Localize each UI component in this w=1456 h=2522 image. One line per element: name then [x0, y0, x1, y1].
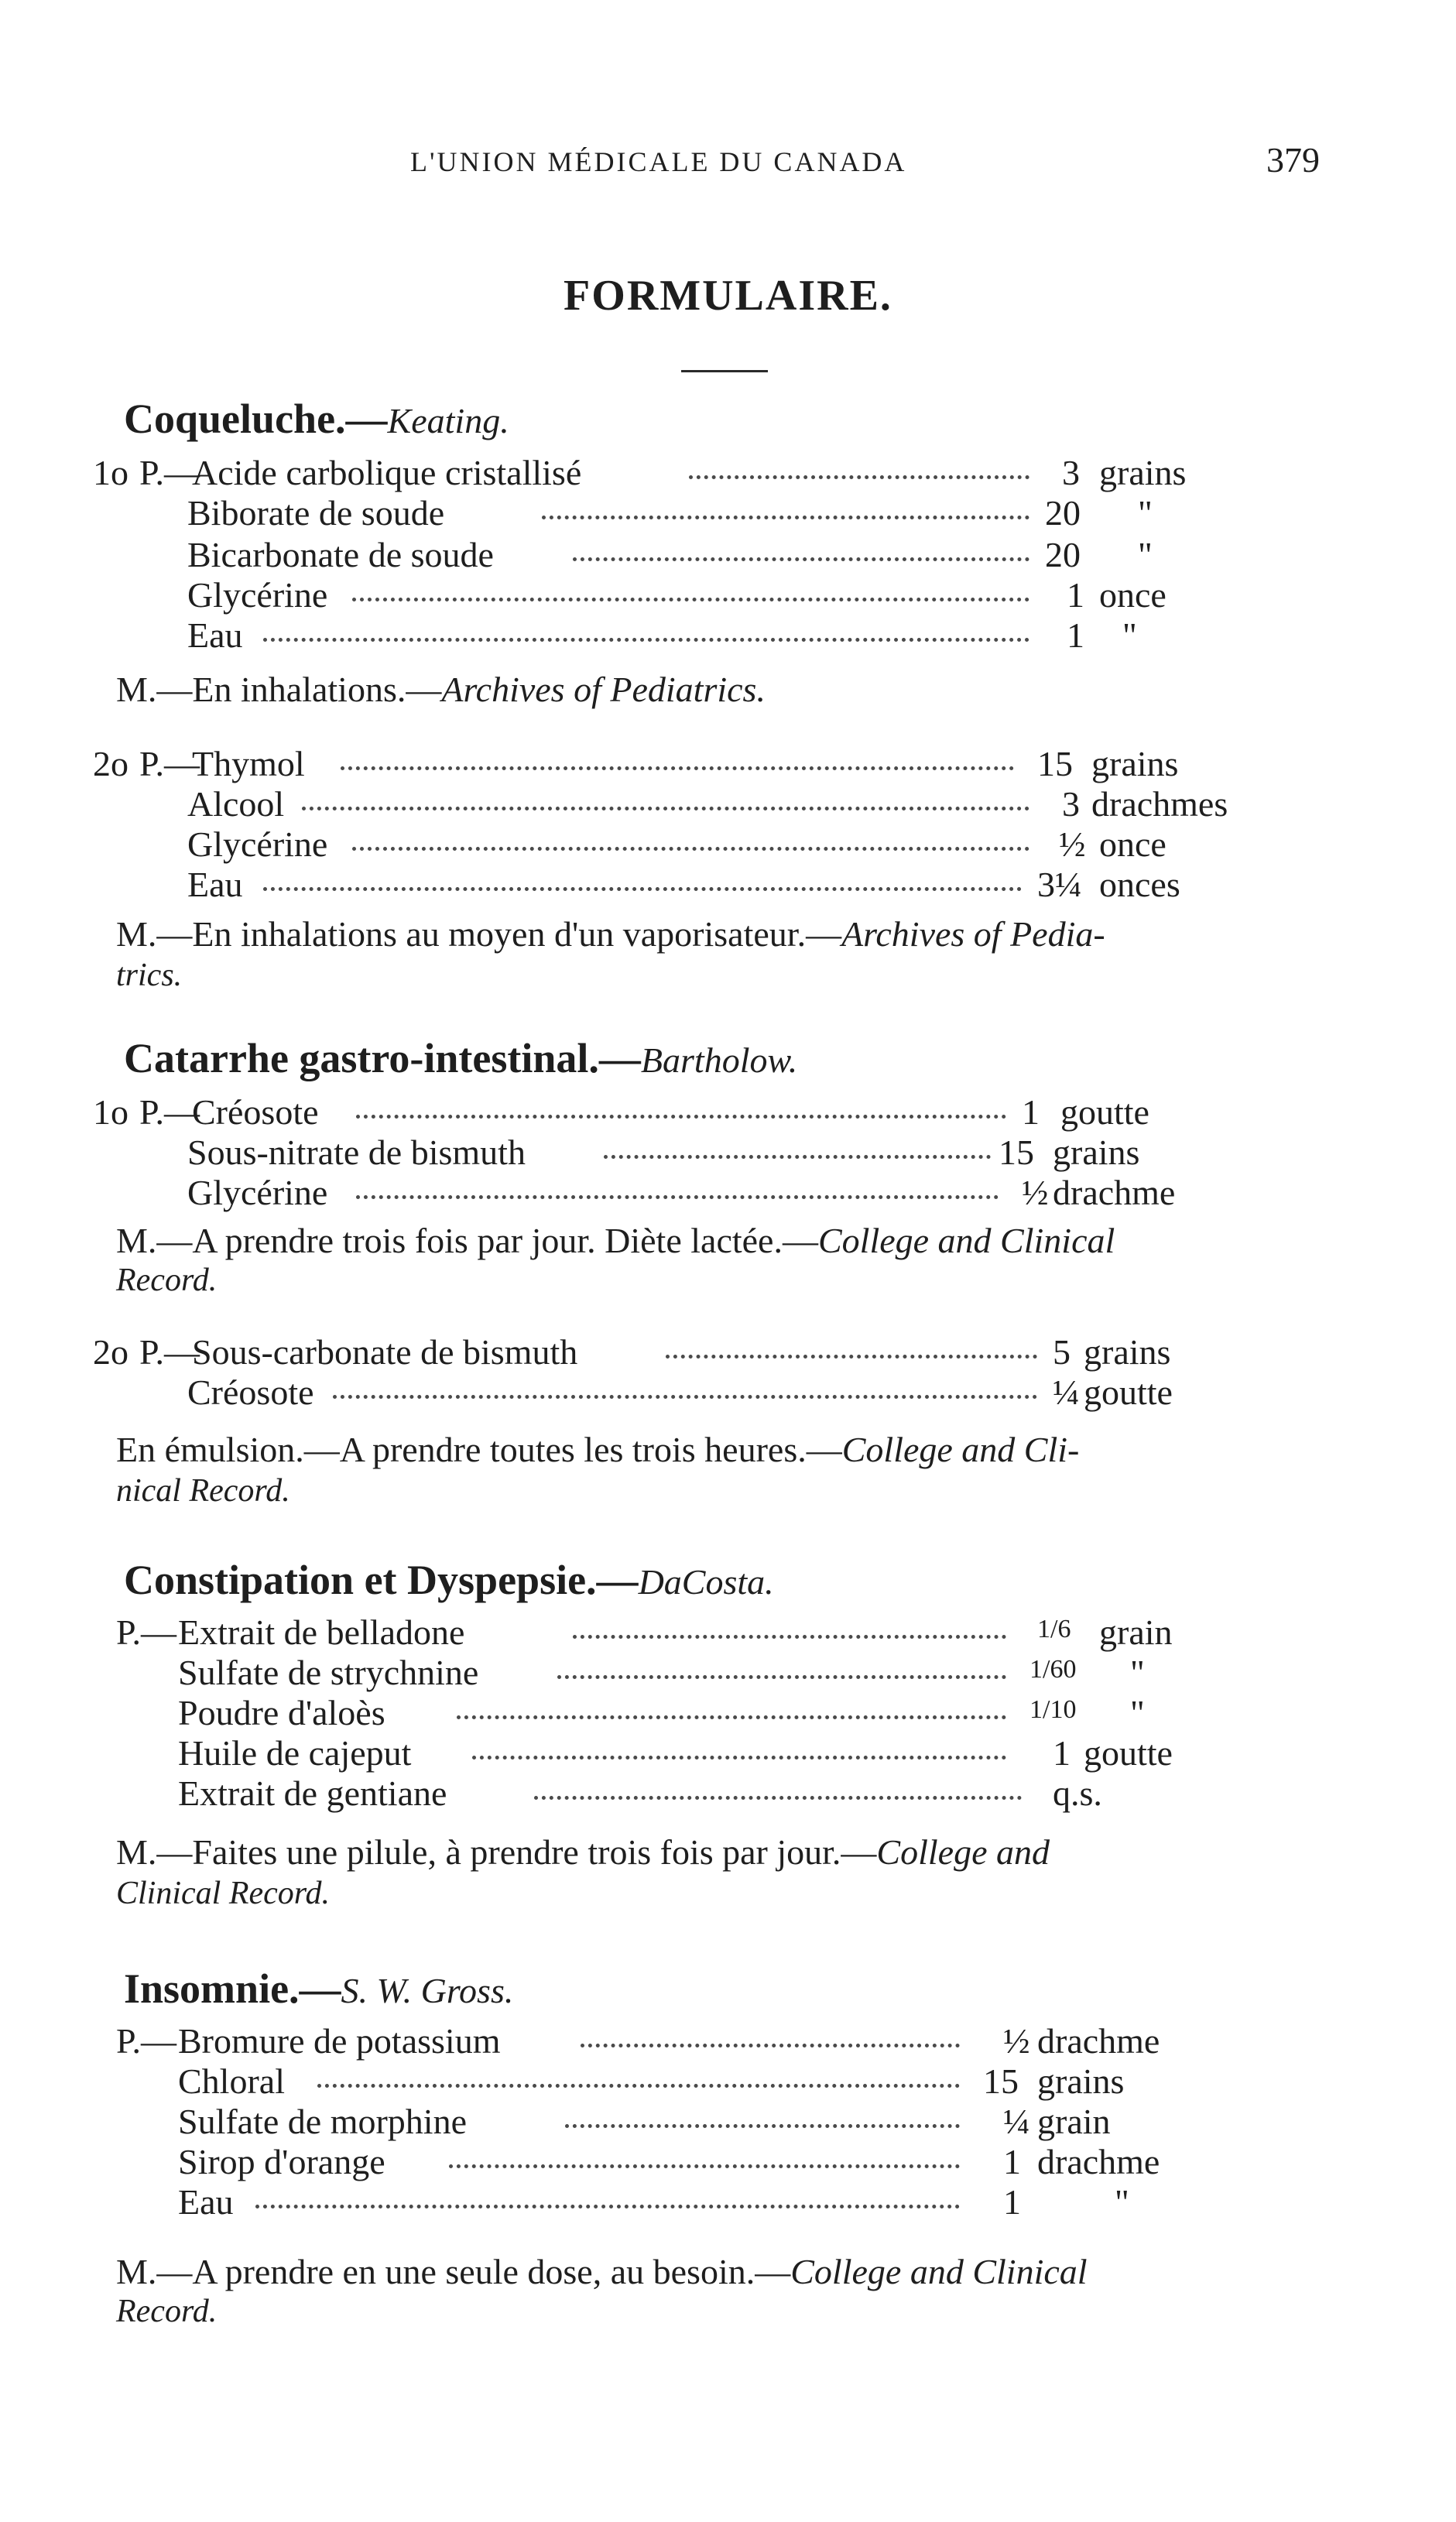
prescription-mark: P.— [139, 453, 200, 492]
ingredient-name: Sulfate de morphine [178, 2102, 468, 2141]
ingredient-qty: 1 [1022, 1092, 1040, 1132]
recipe-note [116, 669, 1331, 710]
note-source: College and Cli- [841, 1430, 1080, 1469]
recipe-line [0, 1372, 1456, 1418]
ingredient-name: Extrait de belladone [178, 1612, 465, 1652]
ingredient-unit: drachme [1037, 2021, 1160, 2061]
ingredient-name: Sulfate de strychnine [178, 1653, 479, 1692]
recipe-line [0, 743, 1456, 790]
note-text: M.—En inhalations.— [116, 670, 442, 709]
recipe-note-continuation: Record. [116, 1263, 218, 1298]
recipe-line [0, 783, 1456, 830]
ingredient-name: Extrait de gentiane [178, 1773, 447, 1813]
leader-dots [302, 807, 1029, 810]
leader-dots [573, 1635, 1006, 1639]
ingredient-name: Créosote [187, 1372, 314, 1412]
ingredient-name: Acide carbolique cristallisé [192, 453, 582, 492]
ingredient-name: Alcool [187, 784, 285, 824]
leader-dots [604, 1155, 991, 1159]
note-source: Archives of Pediatrics. [441, 670, 766, 709]
recipe-line [0, 1331, 1456, 1378]
recipe-line [0, 1773, 1456, 1819]
recipe-note-continuation: Clinical Record. [116, 1876, 331, 1911]
leader-dots [449, 2164, 960, 2168]
recipe-line [0, 2061, 1456, 2107]
note-text: M.—A prendre en une seule dose, au besoin.— [116, 2252, 791, 2291]
note-source: College and Clinical [817, 1221, 1115, 1260]
leader-dots [352, 598, 1029, 601]
leader-dots [333, 1395, 1037, 1399]
heading-text: Coqueluche.— [124, 396, 388, 442]
ingredient-qty: 1/6 [1037, 1615, 1071, 1643]
ingredient-name: Sous-nitrate de bismuth [187, 1133, 526, 1172]
recipe-note-continuation: Record. [116, 2294, 218, 2329]
recipe-line [0, 1091, 1456, 1138]
leader-dots [573, 557, 1029, 561]
ingredient-qty: ¼ [1003, 2102, 1030, 2141]
leader-dots [356, 1195, 999, 1199]
recipe-line [0, 2020, 1456, 2067]
ingredient-name: Chloral [178, 2061, 285, 2101]
leader-dots [542, 516, 1029, 519]
recipe-line [0, 1132, 1456, 1178]
ingredient-name: Sous-carbonate de bismuth [192, 1332, 578, 1372]
ingredient-unit: grains [1091, 744, 1179, 783]
ingredient-unit: drachme [1037, 2142, 1160, 2181]
ingredient-qty: ¼ [1053, 1372, 1080, 1412]
leader-dots [689, 475, 1029, 479]
ingredient-unit: grains [1099, 453, 1187, 492]
formula-number: 1o [93, 1092, 128, 1132]
formula-number: 2o [93, 744, 128, 783]
leader-dots [352, 847, 1029, 851]
ingredient-qty: 1 [1053, 1733, 1071, 1773]
ingredient-unit: once [1099, 575, 1167, 615]
note-text: M.—Faites une pilule, à prendre trois fois par jour.— [116, 1832, 877, 1872]
formula-number: 2o [93, 1332, 128, 1372]
ingredient-name: Eau [187, 865, 243, 904]
ingredient-name: Huile de cajeput [178, 1733, 412, 1773]
leader-dots [341, 766, 1014, 770]
heading-author: DaCosta. [638, 1562, 774, 1602]
journal-title: L'UNION MÉDICALE DU CANADA [410, 146, 907, 177]
recipe-line [0, 1612, 1456, 1658]
prescription-mark: P.— [116, 1612, 176, 1652]
ingredient-qty: ½ [1003, 2021, 1030, 2061]
recipe-line [0, 492, 1456, 539]
leader-dots [534, 1796, 1022, 1800]
ingredient-qty: 1 [1067, 615, 1084, 655]
prescription-mark: P.— [116, 2021, 176, 2061]
ingredient-unit: " [1130, 1653, 1145, 1692]
ingredient-qty: 15 [983, 2061, 1019, 2101]
recipe-line [0, 452, 1456, 499]
ingredient-qty: 3¼ [1037, 865, 1082, 904]
ingredient-qty: 20 [1045, 535, 1081, 574]
leader-dots [472, 1756, 1006, 1760]
ingredient-unit: once [1099, 824, 1167, 864]
recipe-note [116, 1832, 1331, 1873]
ingredient-qty: 1/10 [1029, 1695, 1077, 1724]
ingredient-qty: 15 [999, 1133, 1034, 1172]
leader-dots [263, 887, 1022, 891]
ingredient-unit: onces [1099, 865, 1180, 904]
leader-dots [263, 638, 1029, 642]
recipe-note [116, 913, 1331, 954]
ingredient-qty: 1/60 [1029, 1655, 1077, 1684]
ingredient-unit: grains [1037, 2061, 1125, 2101]
recipe-line [0, 615, 1456, 661]
ingredient-name: Thymol [192, 744, 305, 783]
ingredient-unit: " [1138, 493, 1153, 533]
heading-text: Constipation et Dyspepsie.— [124, 1557, 639, 1603]
ingredient-unit: grains [1084, 1332, 1171, 1372]
ingredient-unit: grains [1053, 1133, 1140, 1172]
note-source: College and [876, 1832, 1050, 1872]
recipe-line [0, 2101, 1456, 2147]
recipe-line [0, 1172, 1456, 1218]
note-text: M.—En inhalations au moyen d'un vaporisateur.— [116, 914, 842, 954]
ingredient-unit: grain [1037, 2102, 1111, 2141]
recipe-line [0, 534, 1456, 581]
ingredient-name: Sirop d'orange [178, 2142, 385, 2181]
note-source: Archives of Pedia- [841, 914, 1105, 954]
ingredient-name: Glycérine [187, 575, 328, 615]
ingredient-name: Biborate de soude [187, 493, 445, 533]
ingredient-name: Eau [178, 2182, 234, 2222]
prescription-mark: P.— [139, 1092, 200, 1132]
ingredient-qty: ½ [1059, 824, 1086, 864]
ingredient-unit: " [1122, 615, 1137, 655]
heading-author: S. W. Gross. [341, 1971, 514, 2010]
ingredient-qty: ½ [1022, 1173, 1049, 1212]
ingredient-unit: goutte [1084, 1733, 1173, 1773]
ingredient-unit: goutte [1084, 1372, 1173, 1412]
recipe-line [0, 1652, 1456, 1698]
ingredient-qty: 1 [1067, 575, 1084, 615]
ingredient-unit: drachme [1053, 1173, 1176, 1212]
leader-dots [565, 2124, 960, 2128]
prescription-mark: P.— [139, 744, 200, 783]
ingredient-unit: " [1130, 1693, 1145, 1732]
ingredient-name: Poudre d'aloès [178, 1693, 385, 1732]
page-title: FORMULAIRE. [564, 272, 892, 320]
recipe-note-continuation: trics. [116, 958, 183, 993]
ingredient-unit: drachmes [1091, 784, 1228, 824]
section-heading-insomnie [124, 1965, 513, 2013]
ingredient-qty: 1 [1003, 2142, 1021, 2181]
leader-dots [581, 2044, 960, 2047]
ingredient-qty: 15 [1037, 744, 1073, 783]
note-text: En émulsion.—A prendre toutes les trois heures.— [116, 1430, 842, 1469]
section-heading-constipation [124, 1556, 774, 1604]
ingredient-unit: goutte [1060, 1092, 1149, 1132]
recipe-note [116, 2251, 1331, 2292]
running-head [0, 140, 1456, 192]
ingredient-name: Eau [187, 615, 243, 655]
heading-text: Insomnie.— [124, 1965, 341, 2012]
ingredient-qty: 3 [1062, 784, 1080, 824]
ingredient-qty: q.s. [1053, 1773, 1102, 1813]
page-number: 379 [1266, 140, 1320, 180]
section-heading-catarrhe [124, 1034, 797, 1082]
recipe-line [0, 824, 1456, 870]
recipe-note [116, 1220, 1331, 1261]
leader-dots [666, 1355, 1037, 1359]
recipe-line [0, 864, 1456, 910]
ingredient-qty: 5 [1053, 1332, 1071, 1372]
prescription-mark: P.— [139, 1332, 200, 1372]
heading-author: Bartholow. [640, 1040, 798, 1080]
heading-author: Keating. [387, 401, 509, 440]
recipe-line [0, 2141, 1456, 2188]
note-text: M.—A prendre trois fois par jour. Diète lactée.— [116, 1221, 818, 1260]
heading-text: Catarrhe gastro-intestinal.— [124, 1035, 641, 1081]
recipe-line [0, 1692, 1456, 1739]
note-source: College and Clinical [790, 2252, 1088, 2291]
ingredient-name: Glycérine [187, 1173, 328, 1212]
ingredient-name: Créosote [192, 1092, 319, 1132]
ingredient-unit: " [1138, 535, 1153, 574]
recipe-line [0, 574, 1456, 621]
leader-dots [557, 1675, 1006, 1679]
leader-dots [356, 1115, 1006, 1119]
ingredient-unit: " [1115, 2182, 1129, 2222]
section-heading-coqueluche [124, 395, 509, 443]
recipe-line [0, 2181, 1456, 2228]
recipe-note [116, 1429, 1331, 1470]
ingredient-qty: 3 [1062, 453, 1080, 492]
ingredient-name: Bromure de potassium [178, 2021, 501, 2061]
formula-number: 1o [93, 453, 128, 492]
leader-dots [457, 1715, 1006, 1719]
ingredient-name: Glycérine [187, 824, 328, 864]
title-rule [681, 370, 768, 372]
ingredient-qty: 20 [1045, 493, 1081, 533]
leader-dots [317, 2084, 960, 2088]
ingredient-unit: grain [1099, 1612, 1173, 1652]
ingredient-qty: 1 [1003, 2182, 1021, 2222]
leader-dots [255, 2205, 960, 2208]
ingredient-name: Bicarbonate de soude [187, 535, 494, 574]
recipe-line [0, 1732, 1456, 1779]
recipe-note-continuation: nical Record. [116, 1473, 290, 1509]
